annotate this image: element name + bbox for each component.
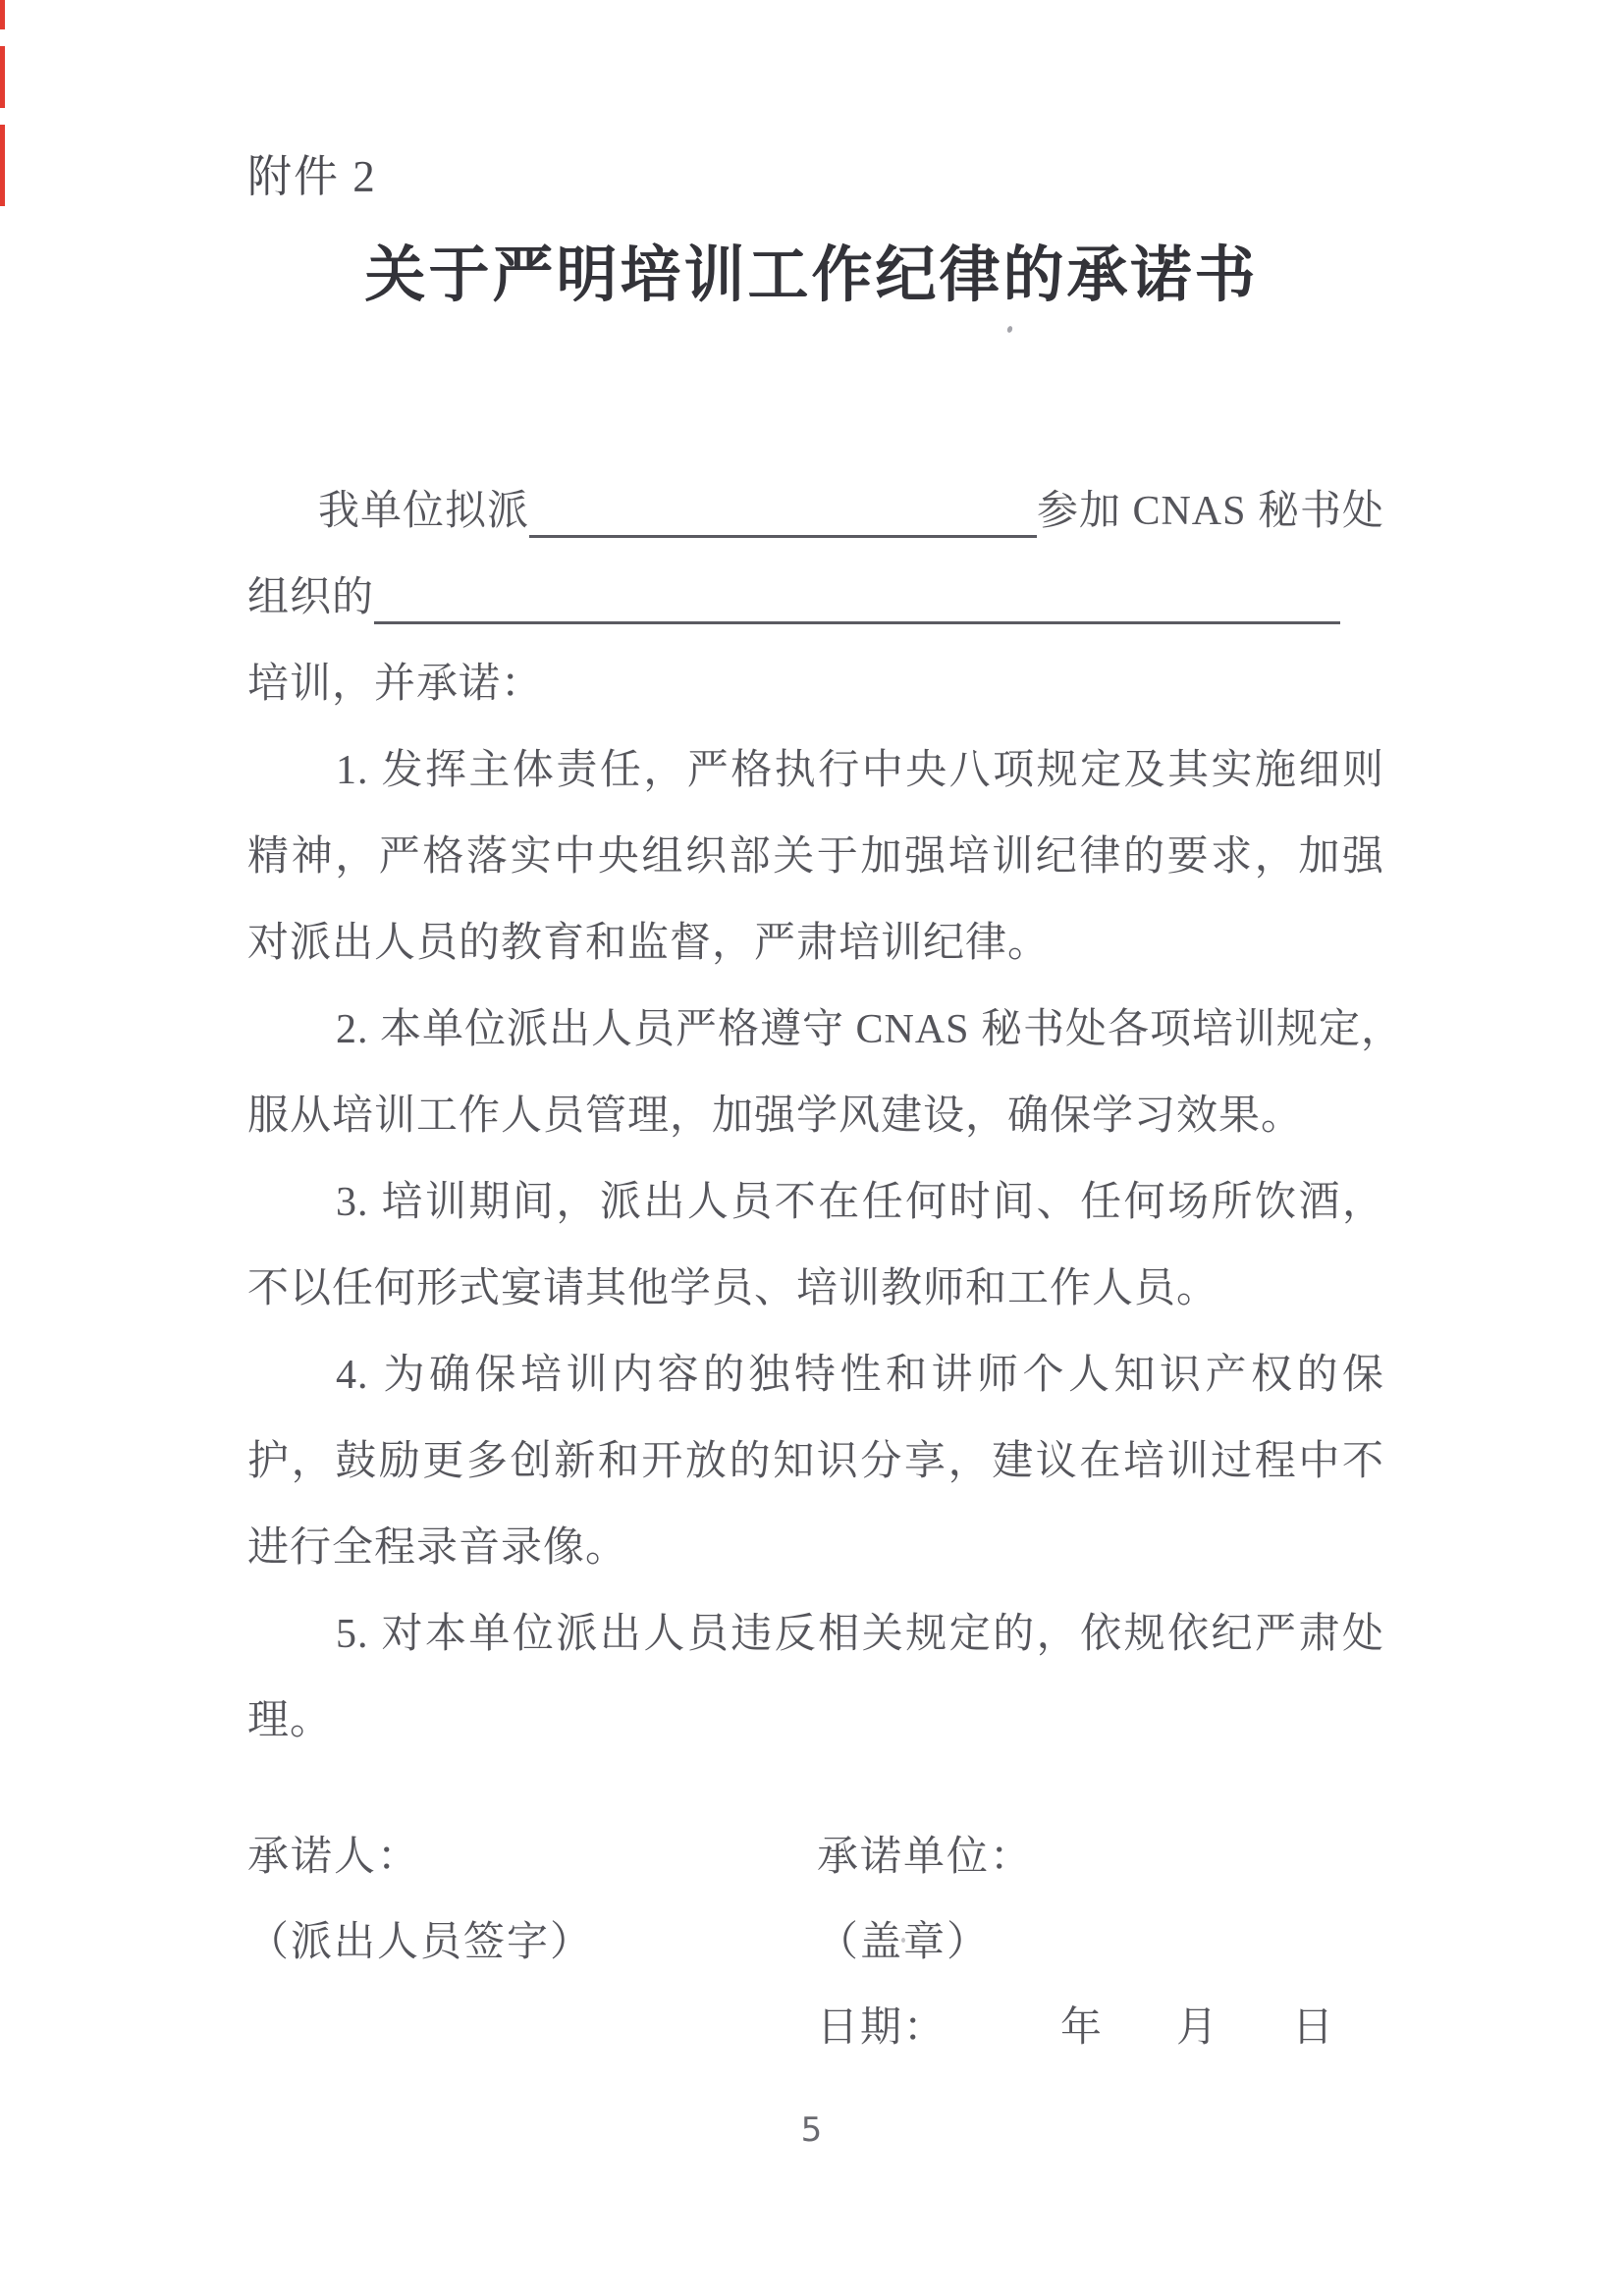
body-line-4: 2. 本单位派出人员严格遵守 CNAS 秘书处各项培训规定， — [336, 1007, 1404, 1052]
body-line-5: 服从培训工作人员管理，加强学风建设，确保学习效果。 — [247, 1094, 1304, 1139]
fill-in-blank-training-name — [374, 621, 1340, 624]
date-unit-month: 月 — [1176, 2005, 1220, 2051]
date-label: 日期： — [817, 2005, 947, 2051]
intro-line2-pre: 组织的 — [247, 575, 375, 620]
body-line-2: 精神，严格落实中央组织部关于加强培训纪律的要求，加强 — [247, 834, 1384, 880]
body-line-3: 对派出人员的教育和监督，严肃培训纪律。 — [247, 921, 1051, 966]
body-line-10: 进行全程录音录像。 — [247, 1525, 628, 1571]
red-edge-segment — [0, 0, 5, 29]
attachment-label: 附件 2 — [247, 152, 377, 201]
date-line — [817, 1986, 1335, 2071]
intro-line-3: 培训，并承诺： — [247, 662, 544, 707]
body-line-12: 理。 — [247, 1698, 333, 1743]
scan-speck — [1006, 325, 1013, 333]
promiser-signature-note: （派出人员签字） — [247, 1920, 594, 1965]
footer-left-column — [247, 1815, 593, 1986]
unit-seal-note: （盖章） — [817, 1920, 991, 1965]
promiser-label: 承诺人： — [247, 1835, 421, 1880]
body-line-11: 5. 对本单位派出人员违反相关规定的，依规依纪严肃处 — [336, 1612, 1384, 1657]
body-line-7: 不以任何形式宴请其他学员、培训教师和工作人员。 — [247, 1266, 1219, 1311]
body-line-8: 4. 为确保培训内容的独特性和讲师个人知识产权的保 — [336, 1353, 1384, 1398]
page-number: 5 — [800, 2110, 823, 2150]
intro-line-1 — [247, 468, 1384, 555]
red-edge-segment — [0, 125, 5, 206]
date-unit-day: 日 — [1292, 2005, 1336, 2051]
intro-line1-post: 参加 CNAS 秘书处 — [1036, 489, 1384, 534]
document-title: 关于严明培训工作纪律的承诺书 — [364, 241, 1259, 309]
date-unit-year: 年 — [1060, 2005, 1105, 2051]
body-line-1: 1. 发挥主体责任，严格执行中央八项规定及其实施细则 — [336, 748, 1384, 793]
numbered-commitments — [247, 727, 1404, 1764]
unit-label: 承诺单位： — [817, 1835, 1034, 1880]
red-edge-segment — [0, 46, 5, 108]
fill-in-blank-attendees — [529, 535, 1037, 538]
document-body — [247, 468, 1404, 1764]
body-line-9: 护，鼓励更多创新和开放的知识分享，建议在培训过程中不 — [247, 1439, 1384, 1484]
body-line-6: 3. 培训期间，派出人员不在任何时间、任何场所饮酒， — [336, 1180, 1384, 1225]
intro-line-2 — [247, 555, 1384, 641]
footer-right-column — [817, 1815, 1335, 2071]
intro-line1-pre: 我单位拟派 — [318, 489, 530, 534]
